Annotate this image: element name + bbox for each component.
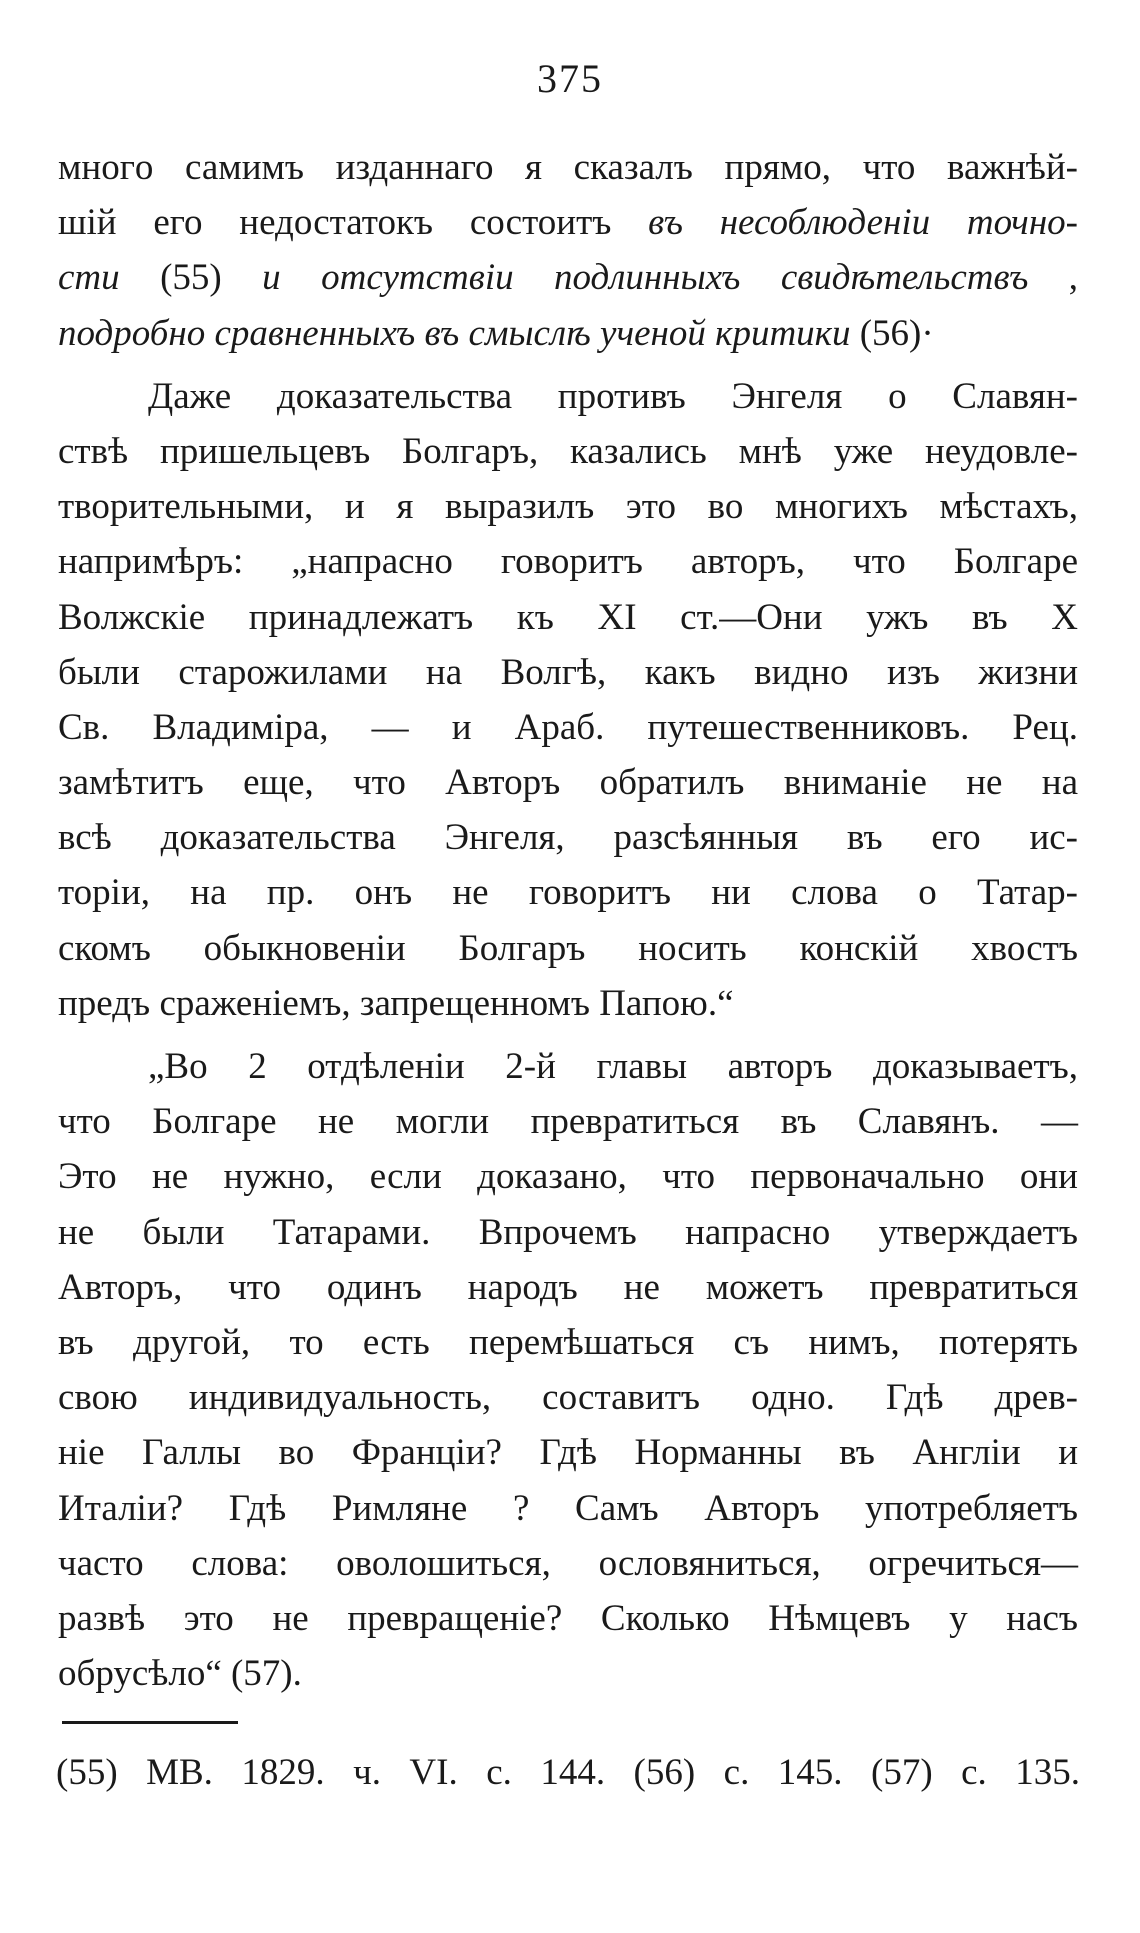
- text-line: предъ сраженіемъ, запрещенномъ Папою.“: [58, 982, 734, 1024]
- text-line: сти (55) и отсутствіи подлинныхъ свидѣтельствъ ,: [58, 257, 1078, 299]
- text-line: Авторъ, что одинъ народъ не можетъ превратиться: [58, 1266, 1078, 1308]
- text-line: въ другой, то есть перемѣшаться съ нимъ, потерять: [58, 1321, 1078, 1363]
- text-line: „Во 2 отдѣленіи 2-й главы авторъ доказываетъ,: [148, 1046, 1078, 1087]
- page-number: 375: [537, 56, 603, 101]
- text-line: обрусѣло“ (57).: [58, 1653, 302, 1695]
- text-line: скомъ обыкновеніи Болгаръ носить конскій хвостъ: [58, 927, 1078, 969]
- text-line: ствѣ пришельцевъ Болгаръ, казались мнѣ уже неудовле-: [58, 430, 1078, 472]
- text-line: торіи, на пр. онъ не говоритъ ни слова о Татар-: [58, 872, 1078, 914]
- text-line: Италіи? Гдѣ Римляне ? Самъ Авторъ употребляетъ: [58, 1487, 1078, 1529]
- paragraph-1: [58, 140, 1078, 361]
- text-line: Это не нужно, если доказано, что первоначально они: [58, 1156, 1078, 1198]
- text-line: Волжскіе принадлежатъ къ XI ст.—Они ужъ въ X: [58, 596, 1078, 638]
- text-line: шій его недостатокъ состоитъ въ несоблюденіи точно-: [58, 202, 1078, 244]
- text-line: развѣ это не превращеніе? Сколько Нѣмцевъ у насъ: [58, 1597, 1078, 1639]
- text-line: Даже доказательства противъ Энгеля о Славян-: [148, 375, 1078, 417]
- text-line: Св. Владиміра, — и Араб. путешественниковъ. Рец.: [58, 706, 1078, 748]
- text-line: часто слова: оволошиться, ословяниться, огречиться—: [58, 1542, 1078, 1584]
- text-line: были старожилами на Волгѣ, какъ видно изъ жизни: [58, 651, 1078, 693]
- text-line: творительными, и я выразилъ это во многихъ мѣстахъ,: [58, 486, 1078, 528]
- paragraph-2: [58, 369, 1078, 1031]
- footnote-divider: [62, 1721, 238, 1724]
- paragraph-3: [58, 1039, 1078, 1701]
- text-line: ніе Галлы во Франціи? Гдѣ Норманны въ Англіи и: [58, 1432, 1078, 1474]
- text-line: многo самимъ изданнаго я сказалъ прямо, что важнѣй-: [58, 147, 1078, 188]
- text-line: всѣ доказательства Энгеля, разсѣянныя въ его ис-: [58, 817, 1078, 859]
- text-line: что Болгаре не могли превратиться въ Славянъ. —: [58, 1101, 1078, 1143]
- text-line: не были Татарами. Впрочемъ напрасно утверждаетъ: [58, 1211, 1078, 1253]
- footnotes: (55) МВ. 1829. ч. VI. с. 144. (56) с. 145. (57) с. 135.: [56, 1752, 1080, 1793]
- main-text: [58, 140, 1078, 1701]
- text-line: подробно сравненныхъ въ смыслѣ ученой критики (56)·: [58, 312, 934, 354]
- text-line: замѣтитъ еще, что Авторъ обратилъ вниманіе не на: [58, 762, 1078, 804]
- text-line: свою индивидуальность, составитъ одно. Гдѣ древ-: [58, 1377, 1078, 1419]
- text-line: напримѣръ: „напрасно говоритъ авторъ, что Болгаре: [58, 541, 1078, 583]
